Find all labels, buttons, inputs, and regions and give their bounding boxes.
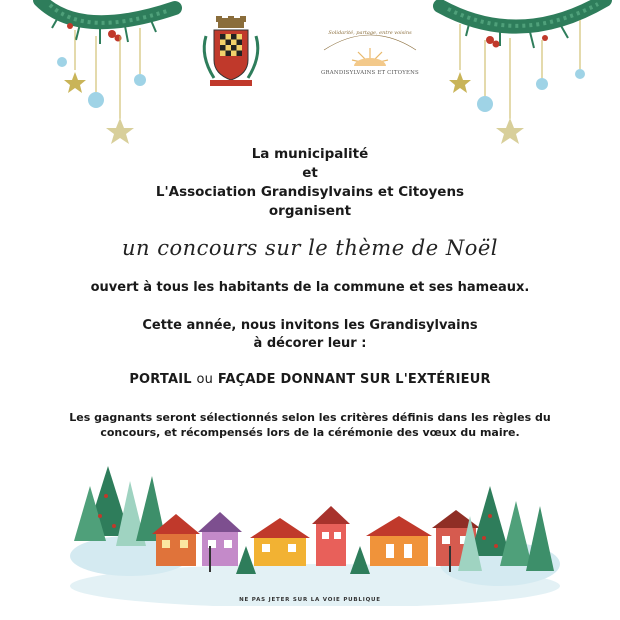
- association-tagline: Solidarité, partage, entre voisins: [328, 30, 412, 36]
- organizer-line-2: et: [302, 165, 318, 181]
- invite-line-1: Cette année, nous invitons les Grandisylvains: [142, 318, 478, 333]
- target-part-3: FAÇADE DONNANT SUR L'EXTÉRIEUR: [217, 372, 491, 387]
- contest-theme: un concours sur le thème de Noël: [121, 236, 499, 260]
- winners-line-1: Les gagnants seront sélectionnés selon les critères définis dans les règles du: [69, 411, 551, 424]
- organizer-line-3: L'Association Grandisylvains et Citoyens: [155, 184, 465, 200]
- garland-left-icon: [0, 0, 200, 150]
- open-to-text: ouvert à tous les habitants de la commune et ses hameaux.: [90, 280, 530, 295]
- organizer-line-1: La municipalité: [251, 146, 369, 162]
- winners-line-2: concours, et récompensés lors de la cérémonie des vœux du maire.: [100, 426, 520, 439]
- christmas-village-icon: [70, 446, 560, 606]
- organizer-line-4: organisent: [268, 203, 352, 219]
- association-name: GRANDISYLVAINS ET CITOYENS: [321, 70, 419, 76]
- invite-block: [0, 317, 620, 353]
- footer-notice: NE PAS JETER SUR LA VOIE PUBLIQUE: [239, 597, 381, 603]
- invite-line-2: à décorer leur :: [253, 336, 367, 351]
- organizers-block: [0, 145, 620, 221]
- garland-right-icon: [430, 0, 620, 150]
- association-logo-icon: [314, 26, 426, 88]
- winners-block: [0, 410, 620, 440]
- target-part-1: PORTAIL: [129, 372, 192, 387]
- town-crest-icon: [196, 16, 266, 92]
- decoration-target: [0, 372, 620, 387]
- target-part-2: ou: [196, 372, 214, 387]
